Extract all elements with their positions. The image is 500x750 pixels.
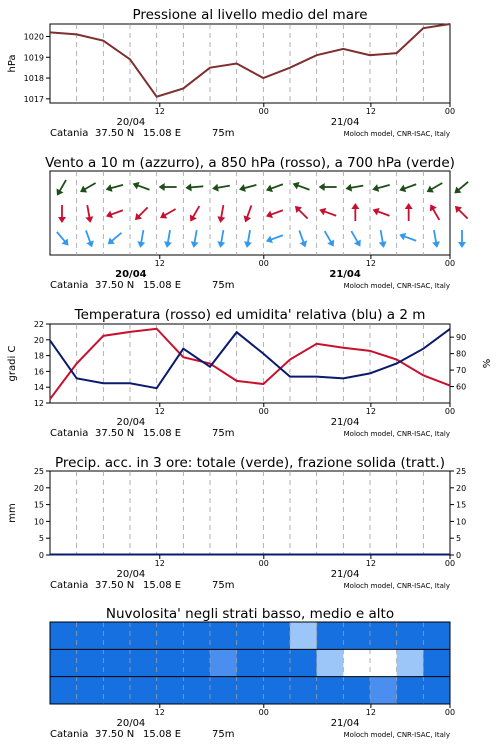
cloud-cell-medio <box>50 649 77 676</box>
wind-10m-arrow <box>265 232 285 246</box>
location-name: Catania <box>50 729 89 740</box>
arrow-shaft <box>270 184 283 189</box>
location-lon: 15.08 E <box>143 280 182 291</box>
wind-10m-arrow <box>458 230 466 248</box>
date-label: 21/04 <box>330 718 360 729</box>
cloud-cell-basso <box>237 677 264 704</box>
cloud-cell-alto <box>370 622 397 649</box>
wind-10m-arrow <box>163 229 174 248</box>
location-alt: 75m <box>212 280 235 291</box>
arrow-shaft <box>270 235 283 240</box>
arrow-head <box>136 241 145 248</box>
arrow-head <box>318 206 326 216</box>
humidity-line <box>50 329 450 388</box>
cloud-cell-basso <box>290 677 317 704</box>
location-lat: 37.50 N <box>95 729 135 740</box>
wind-700-arrow <box>238 181 257 193</box>
arrow-head <box>351 203 359 209</box>
cloud-cell-alto <box>183 622 210 649</box>
wind-850-arrow <box>187 204 203 224</box>
y-tick-label-right: 0 <box>456 551 462 560</box>
y-tick-label-right: 15 <box>456 500 467 510</box>
wind-700-arrow <box>345 182 364 193</box>
arrow-head <box>319 183 325 191</box>
y-tick-label-right: 25 <box>456 467 467 476</box>
location-alt: 75m <box>212 128 235 139</box>
cloud-cell-alto <box>210 622 237 649</box>
wind-10m-arrow <box>296 229 310 249</box>
wind-700-arrow <box>265 181 285 195</box>
y-tick-label-right: 90 <box>456 333 467 343</box>
date-label: 21/04 <box>330 117 360 128</box>
arrow-shaft <box>221 205 223 219</box>
cloud-cell-alto <box>130 622 157 649</box>
wind-700-arrow <box>211 182 230 193</box>
arrow-head <box>458 242 466 248</box>
y-tick-label: 1020 <box>23 32 44 42</box>
arrow-head <box>345 184 352 193</box>
wind-10m-arrow <box>377 229 388 248</box>
location-lat: 37.50 N <box>95 128 135 139</box>
cloud-cell-alto <box>237 622 264 649</box>
y-tick-label-right: 60 <box>456 382 467 392</box>
panel-title-3: Temperatura (rosso) ed umidita' relativa (blu) a 2 m <box>74 307 426 323</box>
temperature-line <box>50 329 450 399</box>
arrow-shaft <box>349 186 363 188</box>
location-name: Catania <box>50 128 89 139</box>
x-tick-label: 00 <box>444 407 456 416</box>
arrow-shaft <box>110 185 124 189</box>
cloud-cell-alto <box>290 622 317 649</box>
location-lon: 15.08 E <box>143 580 182 591</box>
wind-850-arrow <box>371 206 391 220</box>
wind-10m-arrow <box>105 230 124 248</box>
wind-10m-arrow <box>216 229 227 248</box>
cloud-cell-medio <box>130 649 157 676</box>
cloud-cell-basso <box>317 677 344 704</box>
date-label: 21/04 <box>330 417 360 428</box>
cloud-cell-medio <box>77 649 104 676</box>
arrow-head <box>238 184 246 193</box>
x-tick-label: 12 <box>365 708 376 717</box>
cloud-cell-medio <box>263 649 290 676</box>
arrow-shaft <box>87 205 89 219</box>
wind-850-arrow <box>83 204 94 223</box>
model-credit: Moloch model, CNR-ISAC, Italy <box>343 282 450 290</box>
cloud-cell-medio <box>183 649 210 676</box>
location-lon: 15.08 E <box>143 128 182 139</box>
arrow-head <box>243 241 252 248</box>
y-tick-label: 20 <box>33 335 44 345</box>
location-name: Catania <box>50 580 89 591</box>
arrow-head <box>105 211 113 221</box>
arrow-shaft <box>194 230 196 244</box>
arrow-shaft <box>270 210 283 215</box>
panel-title-1: Pressione al livello medio del mare <box>132 7 368 23</box>
arrow-shaft <box>168 230 170 244</box>
arrow-shaft <box>458 209 468 219</box>
arrow-shaft <box>136 185 149 190</box>
arrow-head <box>211 184 218 193</box>
location-name: Catania <box>50 428 89 439</box>
arrow-shaft <box>247 205 252 218</box>
wind-850-arrow <box>265 207 285 221</box>
y-tick-label-right: 20 <box>456 483 467 493</box>
x-tick-label: 00 <box>258 559 269 568</box>
arrow-head <box>85 216 94 223</box>
wind-850-arrow <box>241 204 255 224</box>
wind-10m-arrow <box>348 229 364 249</box>
x-tick-label: 00 <box>258 259 269 268</box>
wind-700-arrow <box>185 182 204 192</box>
x-tick-label: 12 <box>154 259 165 268</box>
x-tick-label: 00 <box>444 708 456 717</box>
date-label: 20/04 <box>116 417 146 428</box>
arrow-head <box>265 236 273 246</box>
x-tick-label: 12 <box>365 407 376 416</box>
cloud-cell-medio <box>423 649 450 676</box>
location-name: Catania <box>50 280 89 291</box>
location-alt: 75m <box>212 729 235 740</box>
arrow-head <box>398 231 406 241</box>
arrow-shaft <box>457 182 468 191</box>
location-lon: 15.08 E <box>143 428 182 439</box>
arrow-shaft <box>434 230 436 244</box>
y-axis-label-right: % <box>482 358 493 369</box>
arrow-head <box>379 241 388 248</box>
arrow-shaft <box>57 232 66 243</box>
wind-850-arrow <box>318 206 338 220</box>
arrow-head <box>265 211 273 221</box>
cloud-cell-medio <box>210 649 237 676</box>
y-axis-label: hPa <box>7 54 18 73</box>
wind-700-arrow <box>371 181 390 193</box>
wind-700-arrow <box>159 183 177 191</box>
y-tick-label: 5 <box>38 534 44 544</box>
arrow-head <box>187 214 197 223</box>
wind-850-arrow <box>351 203 359 221</box>
y-tick-label: 15 <box>33 500 44 510</box>
cloud-cell-medio <box>290 649 317 676</box>
wind-700-arrow <box>291 180 311 194</box>
arrow-head <box>58 217 66 223</box>
arrow-head <box>427 202 437 211</box>
x-tick-label: 12 <box>365 559 376 568</box>
x-tick-label: 12 <box>154 107 165 116</box>
arrow-head <box>354 239 364 248</box>
cloud-cell-medio <box>370 649 397 676</box>
arrow-head <box>78 186 87 196</box>
wind-850-arrow <box>216 204 227 223</box>
arrow-head <box>241 215 251 223</box>
y-tick-label: 20 <box>33 483 44 493</box>
arrow-shaft <box>141 230 143 244</box>
arrow-head <box>216 241 225 248</box>
arrow-head <box>190 241 199 248</box>
y-tick-label: 25 <box>33 467 44 476</box>
arrow-shaft <box>432 208 439 220</box>
arrow-shaft <box>138 207 148 217</box>
arrow-shaft <box>163 209 175 216</box>
panel-title-2: Vento a 10 m (azzurro), a 850 hPa (rosso), a 700 hPa (verde) <box>45 155 455 171</box>
y-tick-label: 22 <box>33 320 44 329</box>
arrow-shaft <box>403 236 416 241</box>
cloud-cell-basso <box>157 677 184 704</box>
arrow-head <box>398 185 406 195</box>
cloud-cell-basso <box>397 677 424 704</box>
arrow-shaft <box>403 184 416 189</box>
cloud-cell-basso <box>370 677 397 704</box>
wind-700-arrow <box>398 181 418 195</box>
arrow-head <box>105 184 113 193</box>
cloud-cell-alto <box>263 622 290 649</box>
x-tick-label: 00 <box>258 407 269 416</box>
date-label: 20/04 <box>115 269 147 280</box>
wind-850-arrow <box>158 206 178 222</box>
y-tick-label: 12 <box>33 399 44 408</box>
x-tick-label: 12 <box>365 259 376 268</box>
cloud-cell-medio <box>343 649 370 676</box>
cloud-cell-basso <box>103 677 130 704</box>
arrow-head <box>54 188 64 197</box>
wind-850-arrow <box>292 203 310 221</box>
cloud-cell-basso <box>130 677 157 704</box>
arrow-shaft <box>110 210 123 215</box>
y-tick-label: 16 <box>33 367 44 377</box>
cloud-cell-basso <box>263 677 290 704</box>
date-label: 21/04 <box>330 569 360 580</box>
wind-10m-arrow <box>321 229 337 249</box>
wind-10m-arrow <box>398 231 418 245</box>
arrow-shaft <box>376 211 389 216</box>
arrow-head <box>163 241 172 248</box>
arrow-shaft <box>296 185 309 190</box>
arrow-shaft <box>192 206 199 218</box>
arrow-head <box>159 183 165 191</box>
y-tick-label-right: 10 <box>456 517 467 527</box>
wind-10m-arrow <box>190 229 201 248</box>
y-tick-label: 18 <box>33 351 44 361</box>
arrow-head <box>158 212 167 222</box>
y-tick-label: 14 <box>33 383 44 393</box>
cloud-cell-basso <box>50 677 77 704</box>
arrow-shaft <box>351 231 358 243</box>
arrow-head <box>300 240 310 248</box>
location-lat: 37.50 N <box>95 428 135 439</box>
arrow-shaft <box>381 230 383 244</box>
panel-title-4: Precip. acc. in 3 ore: totale (verde), frazione solida (tratt.) <box>55 455 445 471</box>
arrow-shaft <box>376 185 390 189</box>
cloud-cell-alto <box>343 622 370 649</box>
wind-700-arrow <box>78 180 98 196</box>
y-tick-label-right: 5 <box>456 534 462 544</box>
arrow-head <box>185 183 192 191</box>
arrow-shaft <box>325 231 332 243</box>
cloud-cell-basso <box>343 677 370 704</box>
arrow-shaft <box>323 211 336 216</box>
arrow-shaft <box>111 233 122 242</box>
model-credit: Moloch model, CNR-ISAC, Italy <box>343 430 450 438</box>
y-tick-label: 1019 <box>23 53 44 63</box>
arrow-shaft <box>86 230 91 243</box>
panel-title-5: Nuvolosita' negli strati basso, medio e alto <box>105 606 395 622</box>
cloud-cell-basso <box>183 677 210 704</box>
arrow-shaft <box>216 186 230 188</box>
wind-700-arrow <box>452 179 471 197</box>
arrow-head <box>216 216 225 223</box>
x-tick-label: 12 <box>365 107 376 116</box>
arrow-head <box>327 239 337 248</box>
wind-700-arrow <box>131 180 151 194</box>
model-credit: Moloch model, CNR-ISAC, Italy <box>343 130 450 138</box>
cloud-cell-alto <box>157 622 184 649</box>
x-tick-label: 12 <box>154 559 165 568</box>
x-tick-label: 00 <box>444 107 456 116</box>
y-tick-label: 1018 <box>23 74 44 84</box>
cloud-cell-alto <box>397 622 424 649</box>
wind-700-arrow <box>105 181 124 193</box>
arrow-shaft <box>430 183 442 190</box>
y-tick-label-right: 70 <box>456 366 467 376</box>
cloud-cell-medio <box>157 649 184 676</box>
cloud-cell-medio <box>397 649 424 676</box>
location-alt: 75m <box>212 580 235 591</box>
panel-frame-1 <box>50 24 450 103</box>
wind-700-arrow <box>425 180 445 196</box>
y-tick-label: 10 <box>33 517 44 527</box>
y-axis-label: mm <box>7 503 18 523</box>
wind-10m-arrow <box>82 229 96 249</box>
cloud-cell-basso <box>423 677 450 704</box>
arrow-shaft <box>298 209 308 219</box>
location-lat: 37.50 N <box>95 580 135 591</box>
arrow-shaft <box>59 180 66 192</box>
wind-850-arrow <box>58 205 66 223</box>
arrow-shaft <box>243 185 257 189</box>
arrow-head <box>265 185 273 195</box>
x-tick-label: 12 <box>154 407 165 416</box>
y-axis-label: gradi C <box>7 345 18 382</box>
model-credit: Moloch model, CNR-ISAC, Italy <box>343 731 450 739</box>
wind-850-arrow <box>105 207 125 221</box>
cloud-cell-basso <box>210 677 237 704</box>
arrow-head <box>291 180 299 190</box>
wind-850-arrow <box>132 205 150 223</box>
x-tick-label: 00 <box>258 708 269 717</box>
arrow-head <box>432 241 441 248</box>
cloud-cell-alto <box>50 622 77 649</box>
arrow-shaft <box>248 230 250 244</box>
cloud-cell-alto <box>77 622 104 649</box>
arrow-head <box>371 206 379 216</box>
y-tick-label-right: 80 <box>456 349 467 359</box>
wind-700-arrow <box>54 178 70 198</box>
y-tick-label: 1017 <box>23 94 44 104</box>
wind-850-arrow <box>427 202 443 222</box>
arrow-shaft <box>299 230 304 243</box>
date-label: 20/04 <box>116 718 146 729</box>
x-tick-label: 00 <box>444 259 456 268</box>
pressure-line <box>50 24 450 97</box>
wind-850-arrow <box>405 203 413 221</box>
date-label: 20/04 <box>116 569 146 580</box>
arrow-head <box>371 184 379 193</box>
arrow-head <box>131 180 139 190</box>
arrow-head <box>425 186 434 196</box>
wind-10m-arrow <box>136 229 147 248</box>
date-label: 20/04 <box>116 117 146 128</box>
y-tick-label: 0 <box>38 551 44 560</box>
arrow-shaft <box>83 183 95 190</box>
wind-10m-arrow <box>54 229 72 248</box>
arrow-shaft <box>189 186 203 187</box>
location-lat: 37.50 N <box>95 280 135 291</box>
location-lon: 15.08 E <box>143 729 182 740</box>
location-alt: 75m <box>212 428 235 439</box>
arrow-head <box>405 203 413 209</box>
model-credit: Moloch model, CNR-ISAC, Italy <box>343 582 450 590</box>
x-tick-label: 00 <box>444 559 456 568</box>
x-tick-label: 12 <box>154 708 165 717</box>
cloud-cell-basso <box>77 677 104 704</box>
x-tick-label: 00 <box>258 107 269 116</box>
wind-850-arrow <box>452 203 470 221</box>
wind-10m-arrow <box>430 229 441 248</box>
panel-frame-4 <box>50 471 450 555</box>
date-label: 21/04 <box>329 269 361 280</box>
cloud-cell-medio <box>237 649 264 676</box>
cloud-cell-alto <box>317 622 344 649</box>
arrow-head <box>86 240 96 248</box>
wind-700-arrow <box>319 183 337 191</box>
cloud-cell-medio <box>317 649 344 676</box>
cloud-cell-alto <box>103 622 130 649</box>
cloud-cell-alto <box>423 622 450 649</box>
wind-10m-arrow <box>243 229 254 248</box>
arrow-shaft <box>221 230 223 244</box>
cloud-cell-medio <box>103 649 130 676</box>
